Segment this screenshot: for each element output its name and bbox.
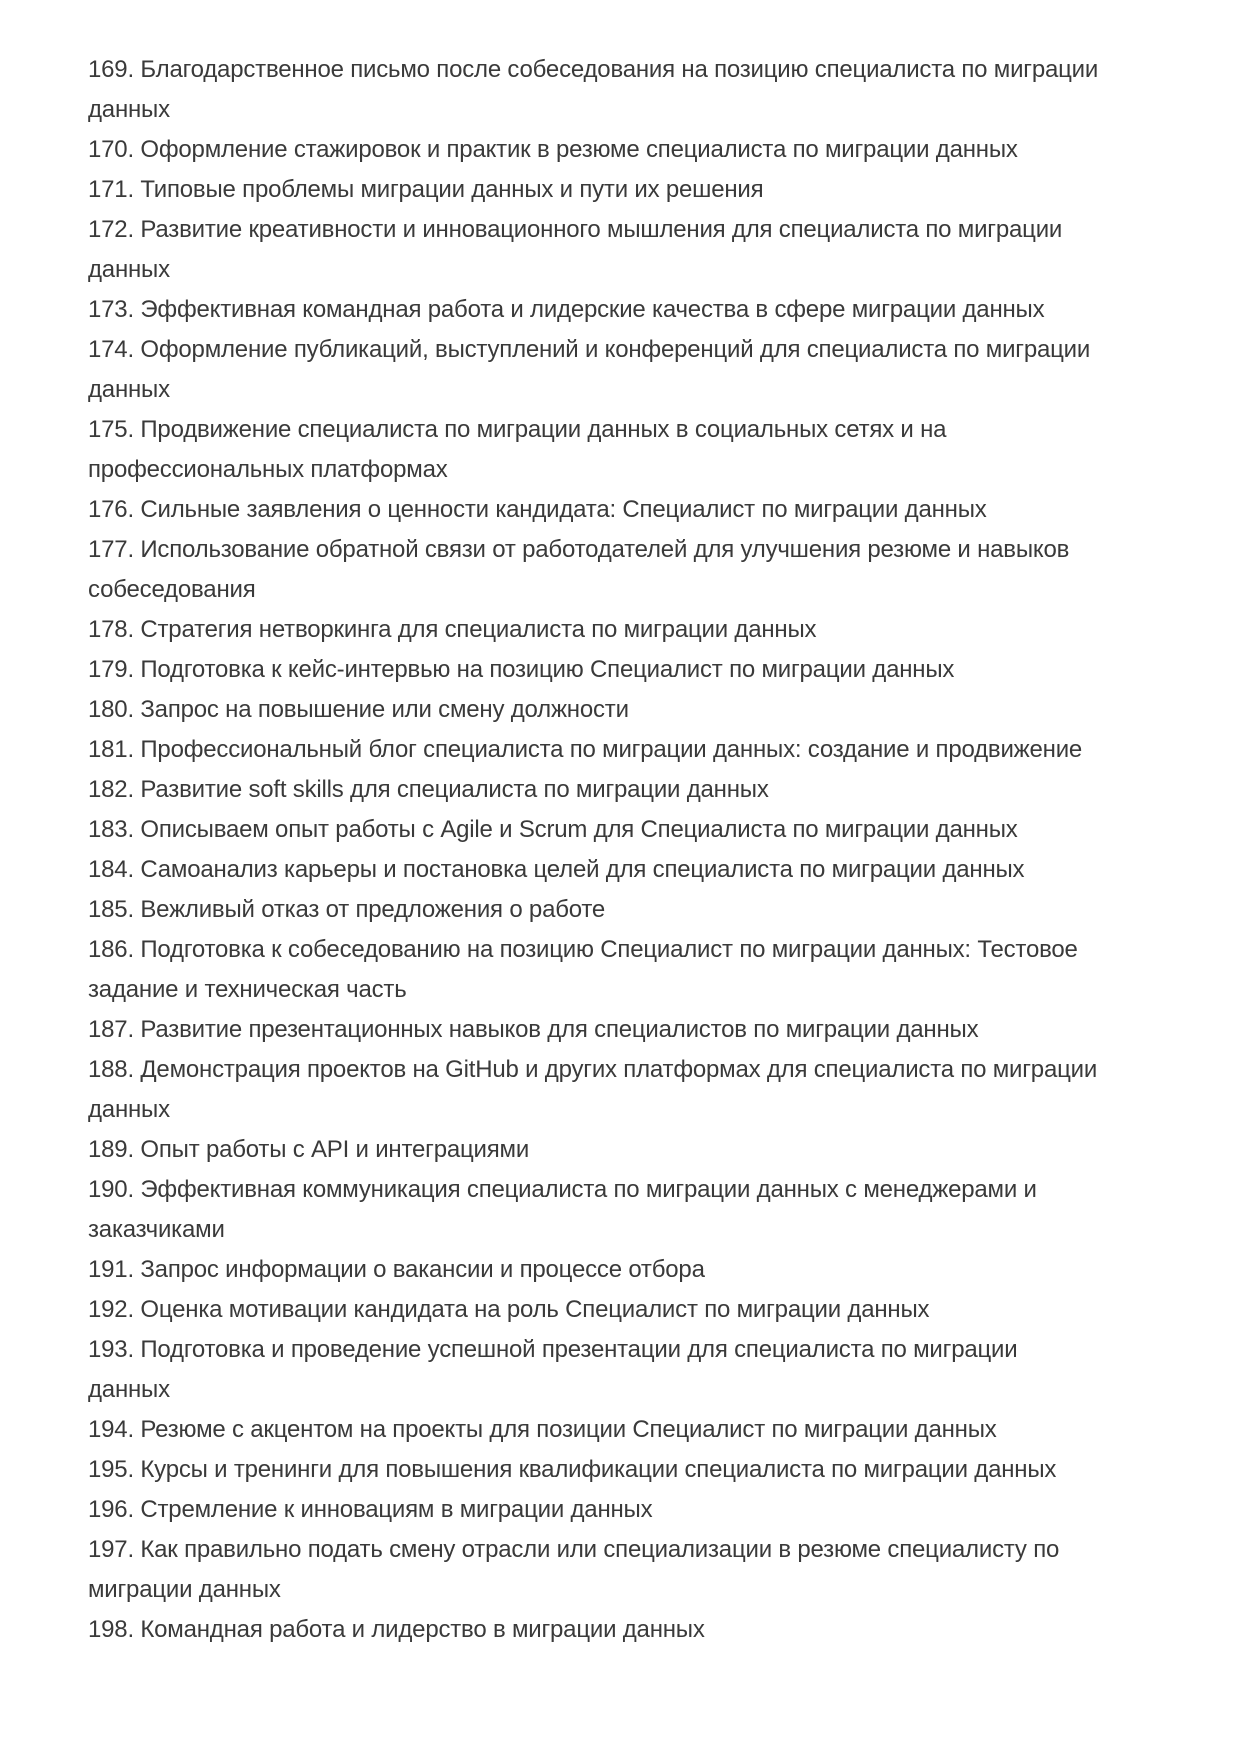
list-item-line: задание и техническая часть [88,976,407,1003]
list-item [88,290,1151,330]
list-item-line: 198. Командная работа и лидерство в миграции данных [88,1616,705,1643]
list-item-line: 189. Опыт работы с API и интеграциями [88,1136,530,1163]
list-item-line: 185. Вежливый отказ от предложения о работе [88,896,606,923]
list-item [88,490,1151,530]
list-item-line: 178. Стратегия нетворкинга для специалиста по миграции данных [88,616,817,643]
list-item [88,210,1151,290]
list-item-line: данных [88,256,170,283]
list-item [88,1250,1151,1290]
list-item-line: 174. Оформление публикаций, выступлений и конференций для специалиста по миграции [88,336,1091,363]
list-item [88,330,1151,410]
list-item [88,690,1151,730]
list-item-line: 194. Резюме с акцентом на проекты для позиции Специалист по миграции данных [88,1416,997,1443]
list-item-line: 190. Эффективная коммуникация специалиста по миграции данных с менеджерами и [88,1176,1037,1203]
list-item [88,1530,1151,1610]
list-item [88,730,1151,770]
list-item-line: 170. Оформление стажировок и практик в резюме специалиста по миграции данных [88,136,1018,163]
list-item-line: 195. Курсы и тренинги для повышения квалификации специалиста по миграции данных [88,1456,1057,1483]
list-item [88,1050,1151,1130]
list-item [88,50,1151,130]
list-item [88,1450,1151,1490]
list-item [88,930,1151,1010]
list-item [88,890,1151,930]
list-item [88,1490,1151,1530]
list-item-line: 172. Развитие креативности и инновационного мышления для специалиста по миграции [88,216,1063,243]
list-item [88,1610,1151,1650]
list-item-line: 191. Запрос информации о вакансии и процессе отбора [88,1256,705,1283]
list-item-line: 183. Описываем опыт работы с Agile и Scrum для Специалиста по миграции данных [88,816,1018,843]
list-item [88,1290,1151,1330]
list-item-line: 180. Запрос на повышение или смену должности [88,696,629,723]
list-item-line: данных [88,1096,170,1123]
list-item-line: 169. Благодарственное письмо после собеседования на позицию специалиста по миграции [88,56,1099,83]
list-item [88,1010,1151,1050]
list-item [88,1130,1151,1170]
list-item-line: 187. Развитие презентационных навыков для специалистов по миграции данных [88,1016,979,1043]
list-item-line: 184. Самоанализ карьеры и постановка целей для специалиста по миграции данных [88,856,1025,883]
list-item [88,650,1151,690]
list-item-line: 176. Сильные заявления о ценности кандидата: Специалист по миграции данных [88,496,987,523]
list-item-line: данных [88,96,170,123]
list-item [88,1330,1151,1410]
list-item-line: 179. Подготовка к кейс-интервью на позицию Специалист по миграции данных [88,656,955,683]
list-item [88,810,1151,850]
list-item-line: 197. Как правильно подать смену отрасли или специализации в резюме специалисту по [88,1536,1060,1563]
list-item-line: 173. Эффективная командная работа и лидерские качества в сфере миграции данных [88,296,1045,323]
list-item [88,170,1151,210]
list-item [88,850,1151,890]
list-item-line: 196. Стремление к инновациям в миграции данных [88,1496,653,1523]
list-item-line: 192. Оценка мотивации кандидата на роль Специалист по миграции данных [88,1296,930,1323]
list-item [88,410,1151,490]
list-item-line: заказчиками [88,1216,225,1243]
list-item [88,130,1151,170]
list-item-line: данных [88,376,170,403]
list-item-line: 193. Подготовка и проведение успешной презентации для специалиста по миграции [88,1336,1018,1363]
list-item [88,1410,1151,1450]
list-item-line: 182. Развитие soft skills для специалиста по миграции данных [88,776,769,803]
list-item-line: 186. Подготовка к собеседованию на позицию Специалист по миграции данных: Тестовое [88,936,1078,963]
list-item-line: 181. Профессиональный блог специалиста по миграции данных: создание и продвижение [88,736,1083,763]
list-item-line: данных [88,1376,170,1403]
numbered-list [88,50,1151,1650]
list-item [88,770,1151,810]
list-item-line: миграции данных [88,1576,281,1603]
list-item-line: собеседования [88,576,256,603]
list-item [88,1170,1151,1250]
list-item-line: 177. Использование обратной связи от работодателей для улучшения резюме и навыков [88,536,1070,563]
list-item [88,530,1151,610]
list-item-line: 171. Типовые проблемы миграции данных и пути их решения [88,176,764,203]
list-item-line: профессиональных платформах [88,456,448,483]
list-item-line: 188. Демонстрация проектов на GitHub и других платформах для специалиста по миграции [88,1056,1098,1083]
list-item-line: 175. Продвижение специалиста по миграции данных в социальных сетях и на [88,416,947,443]
list-item [88,610,1151,650]
